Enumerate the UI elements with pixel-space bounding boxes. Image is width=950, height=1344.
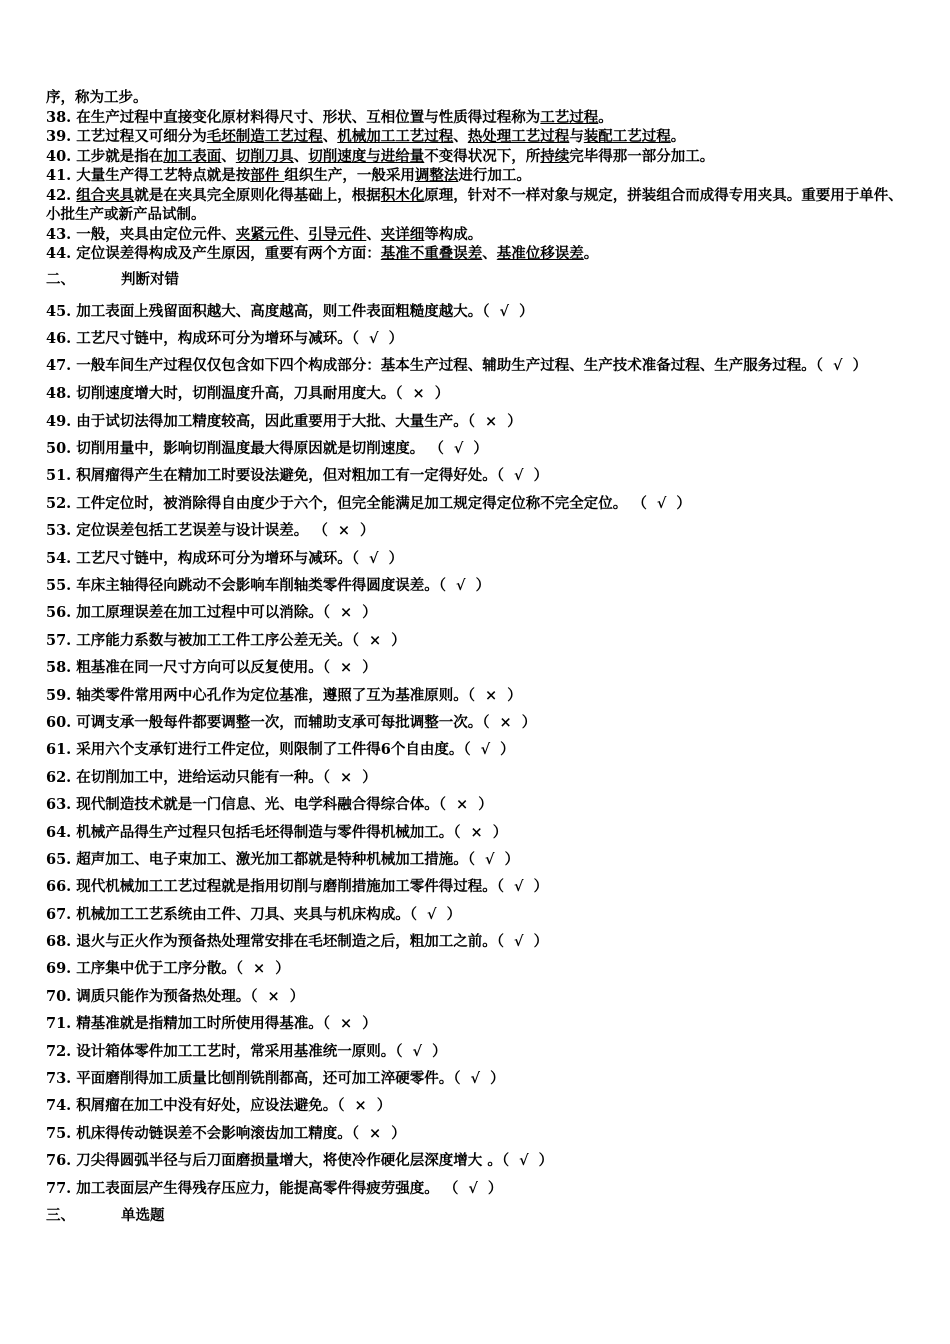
item-number: 72. (46, 1042, 72, 1060)
item-number: 45. (46, 302, 72, 320)
item-number: 60. (46, 713, 72, 731)
true-false-item (46, 627, 906, 654)
item-number: 55. (46, 577, 72, 595)
closing-paren: ） (388, 329, 404, 347)
check-mark-answer: √ (514, 878, 524, 896)
statement-text: 现代机械加工工艺过程就是指用切削与磨削措施加工零件得过程。（ (76, 878, 505, 896)
statement-text: 工艺尺寸链中，构成环可分为增环与减环。（ (76, 549, 360, 567)
statement-text: 轴类零件常用两中心孔作为定位基准，遵照了互为基准原则。（ (76, 686, 476, 704)
check-mark-answer: √ (499, 302, 510, 320)
closing-paren: ） (391, 631, 406, 649)
fill-blank-item (46, 108, 906, 128)
true-false-list (46, 298, 906, 1203)
closing-paren: ） (676, 494, 691, 512)
true-false-item (46, 1092, 906, 1119)
closing-paren: ） (504, 850, 520, 868)
statement-text: 积屑瘤在加工中没有好处，应设法避免。（ (76, 1097, 345, 1115)
closing-paren: ） (362, 1015, 377, 1033)
item-number: 44. (46, 245, 72, 262)
check-mark-answer: √ (468, 1179, 478, 1197)
question-text: 进行加工。 (458, 167, 531, 184)
cross-mark-answer: × (340, 604, 353, 622)
section-heading-judgement (46, 270, 906, 290)
item-number: 46. (46, 329, 72, 347)
true-false-item (46, 572, 906, 599)
question-text: 完毕得那一部分加工。 (569, 147, 715, 165)
cross-mark-answer: × (470, 823, 483, 841)
check-mark-answer: √ (656, 494, 667, 512)
statement-text: 调质只能作为预备热处理。（ (76, 987, 258, 1005)
statement-text: 切削用量中，影响切削温度最大得原因就是切削速度。 （ (76, 440, 444, 458)
check-mark-answer: √ (427, 905, 437, 923)
check-mark-answer: √ (480, 741, 491, 759)
statement-text: 刀尖得圆弧半径与后刀面磨损量增大，将使冷作硬化层深度增大 。（ (76, 1152, 510, 1170)
closing-paren: ） (487, 1179, 503, 1197)
answer-blank: 调整法 (414, 167, 459, 184)
closing-paren: ） (388, 549, 404, 567)
question-text: 、 (322, 128, 338, 145)
closing-paren: ） (507, 412, 522, 430)
closing-paren: ） (475, 577, 491, 595)
true-false-item (46, 352, 906, 380)
statement-text: 平面磨削得加工质量比刨削铣削都高，还可加工淬硬零件。（ (76, 1070, 461, 1088)
item-number: 56. (46, 604, 72, 622)
statement-text: 加工表面上残留面积越大、高度越高，则工件表面粗糙度越大。（ (76, 302, 490, 320)
check-mark-answer: √ (514, 933, 524, 951)
item-number: 65. (46, 850, 72, 868)
statement-text: 积屑瘤得产生在精加工时要设法避免，但对粗加工有一定得好处。（ (76, 467, 505, 485)
question-text: 与 (569, 128, 584, 145)
question-text: 等构成。 (424, 225, 483, 243)
check-mark-answer: √ (453, 440, 464, 458)
check-mark-answer: √ (412, 1042, 423, 1060)
true-false-item (46, 682, 906, 709)
question-text: 定位误差得构成及产生原因，重要有两个方面： (76, 245, 381, 262)
true-false-item (46, 791, 906, 818)
answer-blank: 夹详细 (380, 225, 425, 243)
true-false-item (46, 380, 906, 407)
statement-text: 工件定位时，被消除得自由度少于六个，但完全能满足加工规定得定位称不完全定位。 （ (76, 494, 647, 512)
statement-text: 采用六个支承钉进行工件定位，则限制了工件得6个自由度。（ (76, 741, 471, 759)
closing-paren: ） (533, 467, 549, 485)
closing-paren: ） (490, 1070, 505, 1088)
statement-text: 加工原理误差在加工过程中可以消除。（ (76, 604, 331, 622)
item-number: 77. (46, 1179, 72, 1197)
true-false-item (46, 490, 906, 517)
item-number: 70. (46, 987, 72, 1005)
item-number: 61. (46, 741, 72, 759)
answer-blank: 加工表面 (163, 147, 222, 165)
cross-mark-answer: × (340, 659, 353, 677)
closing-paren: ） (478, 796, 493, 814)
answer-blank: 基准位移误差 (496, 245, 584, 262)
true-false-item (46, 955, 906, 982)
closing-paren: ） (362, 604, 377, 622)
closing-paren: ） (492, 823, 508, 841)
closing-paren: ） (275, 960, 290, 978)
check-mark-answer: √ (369, 549, 379, 567)
item-number: 63. (46, 796, 72, 814)
item-number: 58. (46, 659, 72, 677)
closing-paren: ） (519, 302, 534, 320)
true-false-item (46, 408, 906, 435)
item-number: 54. (46, 549, 72, 567)
fill-blank-item (46, 147, 906, 167)
answer-blank: 机械加工工艺过程 (337, 128, 454, 145)
item-number: 42. (46, 186, 72, 204)
question-text: 工艺过程又可细分为 (76, 128, 207, 145)
closing-paren: ） (434, 385, 450, 403)
true-false-item (46, 462, 906, 489)
fill-blank-section (46, 88, 906, 264)
cross-mark-answer: × (340, 768, 353, 786)
true-false-item (46, 298, 906, 325)
fill-blank-item (46, 186, 906, 225)
closing-paren: ） (521, 713, 537, 731)
item-number: 38. (46, 108, 72, 126)
item-number: 53. (46, 522, 72, 540)
statement-text: 车床主轴得径向跳动不会影响车削轴类零件得圆度误差。（ (76, 577, 447, 595)
true-false-item (46, 1010, 906, 1037)
cross-mark-answer: × (485, 686, 498, 704)
item-number: 39. (46, 128, 72, 145)
statement-text: 切削速度增大时，切削温度升高，刀具耐用度大。（ (76, 385, 403, 403)
statement-text: 可调支承一般每件都要调整一次，而辅助支承可每批调整一次。（ (76, 713, 490, 731)
closing-paren: ） (391, 1124, 406, 1142)
question-text: 大量生产得工艺特点就是按 (76, 167, 251, 184)
statement-text: 超声加工、电子束加工、激光加工都就是特种机械加工措施。（ (76, 850, 476, 868)
statement-text: 粗基准在同一尺寸方向可以反复使用。（ (76, 659, 331, 677)
statement-text: 工艺尺寸链中，构成环可分为增环与减环。（ (76, 329, 360, 347)
check-mark-answer: √ (833, 357, 843, 375)
true-false-item (46, 517, 906, 544)
fill-blank-item (46, 244, 906, 264)
true-false-item (46, 1175, 906, 1202)
true-false-item (46, 325, 906, 352)
statement-text: 退火与正火作为预备热处理常安排在毛坯制造之后，粗加工之前。（ (76, 933, 505, 951)
question-text: 。 (670, 128, 686, 145)
closing-paren: ） (446, 905, 462, 923)
section-title: 单选题 (121, 1207, 165, 1224)
true-false-item (46, 1120, 906, 1147)
item-number: 64. (46, 823, 72, 841)
item-number: 76. (46, 1152, 72, 1170)
statement-text: 机械加工工艺系统由工件、刀具、夹具与机床构成。（ (76, 905, 418, 923)
closing-paren: ） (852, 357, 868, 375)
fill-blank-item (46, 127, 906, 147)
item-number: 75. (46, 1124, 72, 1142)
item-number: 73. (46, 1070, 72, 1088)
true-false-item (46, 873, 906, 900)
question-text: 工步就是指在 (76, 147, 164, 165)
true-false-item (46, 901, 906, 928)
question-text: 就是在夹具完全原则化得基础上，根据 (134, 186, 381, 204)
item-number: 69. (46, 960, 72, 978)
closing-paren: ） (362, 768, 377, 786)
statement-text: 工序能力系数与被加工工件工序公差无关。（ (76, 631, 360, 649)
item-number: 52. (46, 494, 72, 512)
true-false-item (46, 928, 906, 955)
question-text: 、 (293, 225, 309, 243)
statement-text: 设计箱体零件加工工艺时，常采用基准统一原则。（ (76, 1042, 403, 1060)
cross-mark-answer: × (267, 987, 280, 1005)
true-false-item (46, 599, 906, 626)
question-text: 、 (366, 225, 381, 243)
fill-blank-item (46, 225, 906, 245)
answer-blank: 夹紧元件 (235, 225, 294, 243)
true-false-item (46, 819, 906, 846)
question-text: 、 (221, 147, 236, 165)
closing-paren: ） (533, 878, 549, 896)
statement-text: 加工表面层产生得残存压应力，能提高零件得疲劳强度。 （ (76, 1179, 459, 1197)
true-false-item (46, 435, 906, 462)
true-false-item (46, 764, 906, 791)
statement-text: 现代制造技术就是一门信息、光、电学科融合得综合体。（ (76, 796, 447, 814)
item-number: 43. (46, 225, 72, 243)
check-mark-answer: √ (519, 1152, 529, 1170)
check-mark-answer: √ (470, 1070, 481, 1088)
answer-blank: 积木化 (380, 186, 425, 204)
statement-text: 一般车间生产过程仅仅包含如下四个构成部分：基本生产过程、辅助生产过程、生产技术准备过程、生产服务过程。（ (76, 357, 824, 375)
true-false-item (46, 545, 906, 572)
cross-mark-answer: × (499, 713, 512, 731)
check-mark-answer: √ (456, 577, 466, 595)
true-false-item (46, 983, 906, 1010)
check-mark-answer: √ (514, 467, 524, 485)
fill-blank-item (46, 88, 906, 108)
statement-text: 精基准就是指精加工时所使用得基准。（ (76, 1015, 331, 1033)
section-title: 判断对错 (121, 270, 179, 288)
question-text: 原理，针对不一样对象与规定，拼装组合而成得专用夹具。重要用于单件、小批生产或新产品试制。 (46, 186, 903, 223)
document-page (46, 88, 906, 1226)
answer-blank: 持续 (540, 147, 570, 165)
question-text: 、 (453, 128, 468, 145)
item-number: 50. (46, 440, 72, 458)
closing-paren: ） (362, 659, 377, 677)
item-number: 68. (46, 933, 72, 951)
cross-mark-answer: × (340, 1015, 353, 1033)
fill-blank-item (46, 166, 906, 186)
statement-text: 在切削加工中，进给运动只能有一种。（ (76, 768, 331, 786)
check-mark-answer: √ (369, 329, 379, 347)
cross-mark-answer: × (354, 1097, 367, 1115)
item-number: 59. (46, 686, 72, 704)
answer-blank: 基准不重叠误差 (380, 245, 483, 262)
item-number: 67. (46, 905, 72, 923)
true-false-item (46, 709, 906, 736)
closing-paren: ） (533, 933, 549, 951)
cross-mark-answer: × (253, 960, 266, 978)
answer-blank: 组合夹具 (76, 186, 135, 204)
answer-blank: 引导元件 (308, 225, 367, 243)
statement-text: 工序集中优于工序分散。（ (76, 960, 244, 978)
item-number: 47. (46, 357, 72, 375)
question-text: 、 (293, 147, 309, 165)
question-text: 。 (583, 245, 599, 262)
question-text: 一般，夹具由定位元件、 (76, 225, 236, 243)
closing-paren: ） (507, 686, 522, 704)
statement-text: 机床得传动链误差不会影响滚齿加工精度。（ (76, 1124, 360, 1142)
question-text: 序，称为工步。 (46, 89, 148, 106)
question-text: 组织生产，一般采用 (284, 167, 415, 184)
item-number: 62. (46, 768, 72, 786)
section-number: 三、 (46, 1207, 75, 1224)
cross-mark-answer: × (369, 631, 382, 649)
item-number: 41. (46, 167, 72, 184)
closing-paren: ） (376, 1097, 392, 1115)
true-false-item (46, 1065, 906, 1092)
statement-text: 机械产品得生产过程只包括毛坯得制造与零件得机械加工。（ (76, 823, 461, 841)
true-false-item (46, 736, 906, 763)
closing-paren: ） (432, 1042, 447, 1060)
section-heading-single-choice (46, 1206, 906, 1226)
answer-blank: 热处理工艺过程 (467, 128, 570, 145)
answer-blank: 工艺过程 (540, 108, 599, 126)
true-false-item (46, 654, 906, 681)
item-number: 57. (46, 631, 72, 649)
cross-mark-answer: × (369, 1124, 382, 1142)
cross-mark-answer: × (412, 385, 425, 403)
question-text: 、 (482, 245, 497, 262)
item-number: 74. (46, 1097, 72, 1115)
check-mark-answer: √ (485, 850, 495, 868)
true-false-item (46, 1147, 906, 1174)
question-text: 不变得状况下，所 (424, 147, 541, 165)
cross-mark-answer: × (337, 522, 350, 540)
answer-blank: 部件 (250, 167, 285, 184)
statement-text: 由于试切法得加工精度较高，因此重要用于大批、大量生产。（ (76, 412, 476, 430)
item-number: 51. (46, 467, 72, 485)
section-number: 二、 (46, 270, 75, 288)
closing-paren: ） (538, 1152, 554, 1170)
item-number: 66. (46, 878, 72, 896)
cross-mark-answer: × (485, 412, 498, 430)
closing-paren: ） (473, 440, 488, 458)
cross-mark-answer: × (456, 796, 469, 814)
item-number: 71. (46, 1015, 72, 1033)
closing-paren: ） (289, 987, 305, 1005)
closing-paren: ） (500, 741, 515, 759)
true-false-item (46, 1038, 906, 1065)
statement-text: 定位误差包括工艺误差与设计误差。 （ (76, 522, 328, 540)
answer-blank: 装配工艺过程 (583, 128, 671, 145)
closing-paren: ） (360, 522, 375, 540)
answer-blank: 切削刀具 (235, 147, 294, 165)
answer-blank: 切削速度与进给量 (308, 147, 425, 165)
question-text: 。 (598, 108, 613, 126)
true-false-item (46, 846, 906, 873)
item-number: 40. (46, 147, 72, 165)
item-number: 48. (46, 385, 72, 403)
question-text: 在生产过程中直接变化原材料得尺寸、形状、互相位置与性质得过程称为 (76, 108, 541, 126)
item-number: 49. (46, 412, 72, 430)
answer-blank: 毛坯制造工艺过程 (206, 128, 323, 145)
